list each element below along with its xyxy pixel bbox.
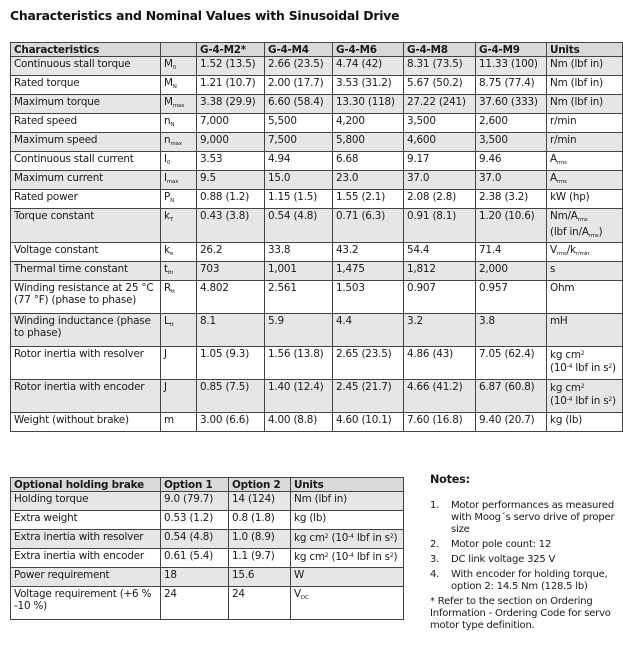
value-cell: 1.0 (8.9) [229,530,291,549]
note-text: Motor performances as measured with Moog´s servo drive of proper size [451,500,615,535]
characteristic-label: Voltage constant [11,243,161,262]
value-cell: 0.54 (4.8) [161,530,229,549]
characteristic-label: Maximum torque [11,95,161,114]
value-cell: 3,500 [404,114,476,133]
unit-superscript: 2 [608,363,613,370]
unit-subscript: rms [556,160,567,166]
table-row [11,190,623,209]
characteristic-label: Continuous stall current [11,152,161,171]
unit-mid: /k [566,244,576,256]
unit-superscript: -4 [348,552,354,559]
value-cell: 11.33 (100) [476,57,547,76]
value-cell: 5,800 [333,133,404,152]
symbol: k [164,244,170,256]
column-header: Units [547,43,623,57]
unit-superscript: 2 [389,552,394,559]
symbol: J [164,381,167,393]
unit-line2-end: lbf in s [572,395,609,407]
symbol-cell [161,314,197,347]
brake-label: Holding torque [11,492,161,511]
table-row [11,95,623,114]
unit-subscript: DC [300,595,309,601]
value-cell: 2.66 (23.5) [265,57,333,76]
brake-label: Voltage requirement (+6 % -10 %) [11,587,161,620]
value-cell: 0.71 (6.3) [333,209,404,243]
characteristic-label: Rotor inertia with encoder [11,380,161,413]
value-cell: 3,500 [476,133,547,152]
characteristic-label: Rotor inertia with resolver [11,347,161,380]
value-cell: 7.60 (16.8) [404,413,476,432]
unit-rest: lbf in s [353,551,390,563]
unit-rest: (10 [328,532,349,544]
unit-close: ) [393,532,398,544]
brake-label: Extra weight [11,511,161,530]
column-header [161,43,197,57]
note-item [430,554,620,566]
symbol-subscript: max [172,103,185,109]
value-cell: 0.907 [404,281,476,314]
value-cell: 37.60 (333) [476,95,547,114]
footnote: * Refer to the section on Ordering Information - Ordering Code for servo motor type definition. [430,596,611,631]
table-row [11,262,623,281]
value-cell: 2.00 (17.7) [265,76,333,95]
brake-label: Extra inertia with encoder [11,549,161,568]
value-cell: 4.802 [197,281,265,314]
symbol-subscript: tt [169,322,174,328]
value-cell: 23.0 [333,171,404,190]
table-row [11,76,623,95]
symbol-subscript: N [172,84,177,90]
unit-line2-end: ) [598,226,603,238]
value-cell: 6.68 [333,152,404,171]
value-cell: 33.8 [265,243,333,262]
unit: s [550,263,556,275]
value-cell: 703 [197,262,265,281]
unit-superscript: -4 [566,396,573,403]
characteristic-label: Weight (without brake) [11,413,161,432]
symbol-cell [161,243,197,262]
value-cell: 0.91 (8.1) [404,209,476,243]
unit: r/min [550,134,577,146]
note-text: DC link voltage 325 V [451,554,556,565]
value-cell: 6.60 (58.4) [265,95,333,114]
unit: kW (hp) [550,191,590,203]
characteristics-table [10,42,623,432]
unit-cell [547,243,623,262]
characteristic-label: Maximum current [11,171,161,190]
value-cell: 0.54 (4.8) [265,209,333,243]
value-cell: 9.0 (79.7) [161,492,229,511]
unit-cell [291,511,404,530]
value-cell: 1.21 (10.7) [197,76,265,95]
column-header: Option 1 [161,478,229,492]
characteristic-label: Rated power [11,190,161,209]
symbol: M [164,58,173,70]
unit: kg cm [550,382,581,394]
symbol-cell [161,281,197,314]
unit-cell [291,549,404,568]
table-row [11,281,623,314]
brake-label: Power requirement [11,568,161,587]
characteristic-label: Thermal time constant [11,262,161,281]
unit: kg cm [550,349,581,361]
unit-cell [547,281,623,314]
table-row [11,209,623,243]
symbol-subscript: N [170,198,174,204]
table-row [11,587,404,620]
table-row [11,511,404,530]
value-cell: 2.65 (23.5) [333,347,404,380]
column-header: G-4-M6 [333,43,404,57]
value-cell: 0.8 (1.8) [229,511,291,530]
notes-section [430,474,620,632]
symbol: P [164,191,171,203]
value-cell: 54.4 [404,243,476,262]
note-text: With encoder for holding torque, option 2: 14.5 Nm (128.5 lb) [451,569,608,592]
unit: Nm (lbf in) [550,58,604,70]
unit: kg cm [294,532,325,544]
symbol: m [164,414,174,426]
characteristic-label: Winding resistance at 25 °C (77 °F) (phase to phase) [11,281,161,314]
table-row [11,347,623,380]
unit: r/min [550,115,577,127]
value-cell: 18 [161,568,229,587]
value-cell: 2.38 (3.2) [476,190,547,209]
header-row [11,43,623,57]
unit-cell [547,133,623,152]
unit-superscript: 2 [580,383,585,390]
unit-cell [547,380,623,413]
note-item [430,500,620,536]
unit: V [550,244,557,256]
note-item [430,569,620,593]
unit-close: ) [612,395,616,407]
value-cell: 13.30 (118) [333,95,404,114]
note-number: 3. [430,554,440,565]
characteristic-label: Continuous stall torque [11,57,161,76]
column-header: Units [291,478,404,492]
value-cell: 1.05 (9.3) [197,347,265,380]
unit-cell [547,171,623,190]
header-row [11,478,404,492]
unit-cell [291,568,404,587]
note-item [430,539,620,551]
value-cell: 1,475 [333,262,404,281]
table-row [11,57,623,76]
value-cell: 5.67 (50.2) [404,76,476,95]
table-row [11,380,623,413]
symbol: J [164,348,167,360]
brake-label: Extra inertia with resolver [11,530,161,549]
value-cell: 3.38 (29.9) [197,95,265,114]
value-cell: 14 (124) [229,492,291,511]
unit-cell [547,114,623,133]
value-cell: 71.4 [476,243,547,262]
unit-cell [547,314,623,347]
value-cell: 4.60 (10.1) [333,413,404,432]
symbol-cell [161,380,197,413]
table-row [11,243,623,262]
symbol: n [164,115,171,127]
symbol-cell [161,152,197,171]
symbol: M [164,96,173,108]
value-cell: 0.53 (1.2) [161,511,229,530]
unit-cell [547,262,623,281]
table-row [11,152,623,171]
unit: kg (lb) [550,414,583,426]
value-cell: 0.85 (7.5) [197,380,265,413]
value-cell: 0.61 (5.4) [161,549,229,568]
value-cell: 3.53 (31.2) [333,76,404,95]
value-cell: 26.2 [197,243,265,262]
value-cell: 8.31 (73.5) [404,57,476,76]
unit-superscript: -4 [348,533,354,540]
note-text: Motor pole count: 12 [451,539,552,550]
table-row [11,530,404,549]
value-cell: 0.88 (1.2) [197,190,265,209]
value-cell: 1.52 (13.5) [197,57,265,76]
symbol-cell [161,347,197,380]
column-header: G-4-M9 [476,43,547,57]
symbol-subscript: tt [171,289,175,295]
note-number: 2. [430,539,440,550]
symbol: k [164,210,170,222]
value-cell: 7.05 (62.4) [476,347,547,380]
value-cell: 7,500 [265,133,333,152]
characteristic-label: Torque constant [11,209,161,243]
symbol: n [164,134,171,146]
value-cell: 4.94 [265,152,333,171]
value-cell: 5,500 [265,114,333,133]
value-cell: 24 [229,587,291,620]
symbol: t [164,263,168,275]
value-cell: 15.6 [229,568,291,587]
value-cell: 2.561 [265,281,333,314]
value-cell: 4,600 [404,133,476,152]
value-cell: 4.4 [333,314,404,347]
unit-cell [291,530,404,549]
value-cell: 24 [161,587,229,620]
unit: Ohm [550,282,575,294]
unit-subscript: rms [577,217,588,223]
value-cell: 1.20 (10.6) [476,209,547,243]
value-cell: 2.45 (21.7) [333,380,404,413]
unit: Nm (lbf in) [550,77,604,89]
table-row [11,568,404,587]
unit-line2-end: lbf in s [572,362,609,374]
unit: Nm/A [550,210,578,222]
value-cell: 4.66 (41.2) [404,380,476,413]
value-cell: 9.17 [404,152,476,171]
table-row [11,133,623,152]
unit: A [550,172,557,184]
unit-cell [547,413,623,432]
value-cell: 2,000 [476,262,547,281]
notes-title: Notes: [430,473,470,486]
symbol-subscript: 0 [172,65,177,71]
unit-cell [547,95,623,114]
unit-close: ) [393,551,398,563]
column-header: G-4-M4 [265,43,333,57]
unit-cell [547,190,623,209]
column-header: Characteristics [11,43,161,57]
table-row [11,171,623,190]
unit-cell [547,209,623,243]
unit: W [294,569,305,581]
value-cell: 9,000 [197,133,265,152]
value-cell: 3.00 (6.6) [197,413,265,432]
unit-line2: (lbf in/A [550,226,589,238]
unit-cell [291,587,404,620]
symbol-subscript: 0 [166,160,171,166]
characteristic-label: Winding inductance (phase to phase) [11,314,161,347]
note-number: 4. [430,569,440,580]
table-row [11,314,623,347]
column-header: G-4-M8 [404,43,476,57]
unit-cell [547,152,623,171]
symbol-cell [161,262,197,281]
value-cell: 9.40 (20.7) [476,413,547,432]
value-cell: 8.1 [197,314,265,347]
unit: Nm (lbf in) [550,96,604,108]
value-cell: 6.87 (60.8) [476,380,547,413]
value-cell: 4.00 (8.8) [265,413,333,432]
symbol-subscript: e [169,251,174,257]
symbol-subscript: th [167,270,174,276]
symbol-subscript: T [169,217,173,223]
value-cell: 4.74 (42) [333,57,404,76]
table-row [11,549,404,568]
value-cell: 1.1 (9.7) [229,549,291,568]
value-cell: 27.22 (241) [404,95,476,114]
value-cell: 37.0 [476,171,547,190]
value-cell: 5.9 [265,314,333,347]
unit-line2: (10 [550,395,567,407]
value-cell: 37.0 [404,171,476,190]
characteristic-label: Rated speed [11,114,161,133]
symbol-cell [161,76,197,95]
table-row [11,114,623,133]
holding-brake-table [10,477,404,620]
unit-superscript: 2 [324,533,329,540]
table-row [11,413,623,432]
unit-line2: (10 [550,362,567,374]
unit-cell [291,492,404,511]
symbol-cell [161,209,197,243]
symbol: I [164,153,167,165]
value-cell: 3.8 [476,314,547,347]
unit-subscript: rms [556,251,567,257]
column-header: Option 2 [229,478,291,492]
value-cell: 1.15 (1.5) [265,190,333,209]
table-row [11,492,404,511]
symbol-cell [161,133,197,152]
unit-cell [547,347,623,380]
value-cell: 2.08 (2.8) [404,190,476,209]
value-cell: 1.40 (12.4) [265,380,333,413]
symbol: R [164,282,172,294]
page-title: Characteristics and Nominal Values with Sinusoidal Drive [10,8,400,23]
symbol: I [164,172,167,184]
value-cell: 7,000 [197,114,265,133]
unit-superscript: 2 [389,533,394,540]
column-header: G-4-M2* [197,43,265,57]
unit-rest: lbf in s [353,532,390,544]
value-cell: 8.75 (77.4) [476,76,547,95]
symbol-cell [161,95,197,114]
value-cell: 3.2 [404,314,476,347]
value-cell: 9.46 [476,152,547,171]
unit-superscript: 2 [324,552,329,559]
unit-subscript: rms [556,179,567,185]
value-cell: 1.56 (13.8) [265,347,333,380]
unit-subscript: r/min [575,251,590,257]
unit: kg cm [294,551,325,563]
unit-superscript: 2 [608,396,613,403]
value-cell: 2,600 [476,114,547,133]
value-cell: 1,812 [404,262,476,281]
value-cell: 1,001 [265,262,333,281]
unit: A [550,153,557,165]
value-cell: 0.957 [476,281,547,314]
symbol: M [164,77,173,89]
note-number: 1. [430,500,440,511]
unit: mH [550,315,568,327]
unit-close: ) [612,362,616,374]
value-cell: 15.0 [265,171,333,190]
characteristic-label: Maximum speed [11,133,161,152]
characteristic-label: Rated torque [11,76,161,95]
unit-superscript: 2 [580,350,585,357]
unit-superscript: -4 [566,363,573,370]
unit-rest: (10 [328,551,349,563]
symbol: L [164,315,170,327]
column-header: Optional holding brake [11,478,161,492]
symbol-cell [161,413,197,432]
unit-cell [547,76,623,95]
value-cell: 9.5 [197,171,265,190]
symbol-cell [161,171,197,190]
symbol-subscript: max [166,179,179,185]
value-cell: 1.55 (2.1) [333,190,404,209]
symbol-subscript: max [170,141,182,147]
unit: V [294,588,301,600]
symbol-subscript: N [170,122,175,128]
value-cell: 0.43 (3.8) [197,209,265,243]
unit-cell [547,57,623,76]
value-cell: 4.86 (43) [404,347,476,380]
value-cell: 1.503 [333,281,404,314]
unit-subscript: rms [588,233,599,239]
unit: kg (lb) [294,512,327,524]
symbol-cell [161,114,197,133]
unit: Nm (lbf in) [294,493,348,505]
value-cell: 4,200 [333,114,404,133]
symbol-cell [161,57,197,76]
symbol-cell [161,190,197,209]
value-cell: 43.2 [333,243,404,262]
value-cell: 3.53 [197,152,265,171]
